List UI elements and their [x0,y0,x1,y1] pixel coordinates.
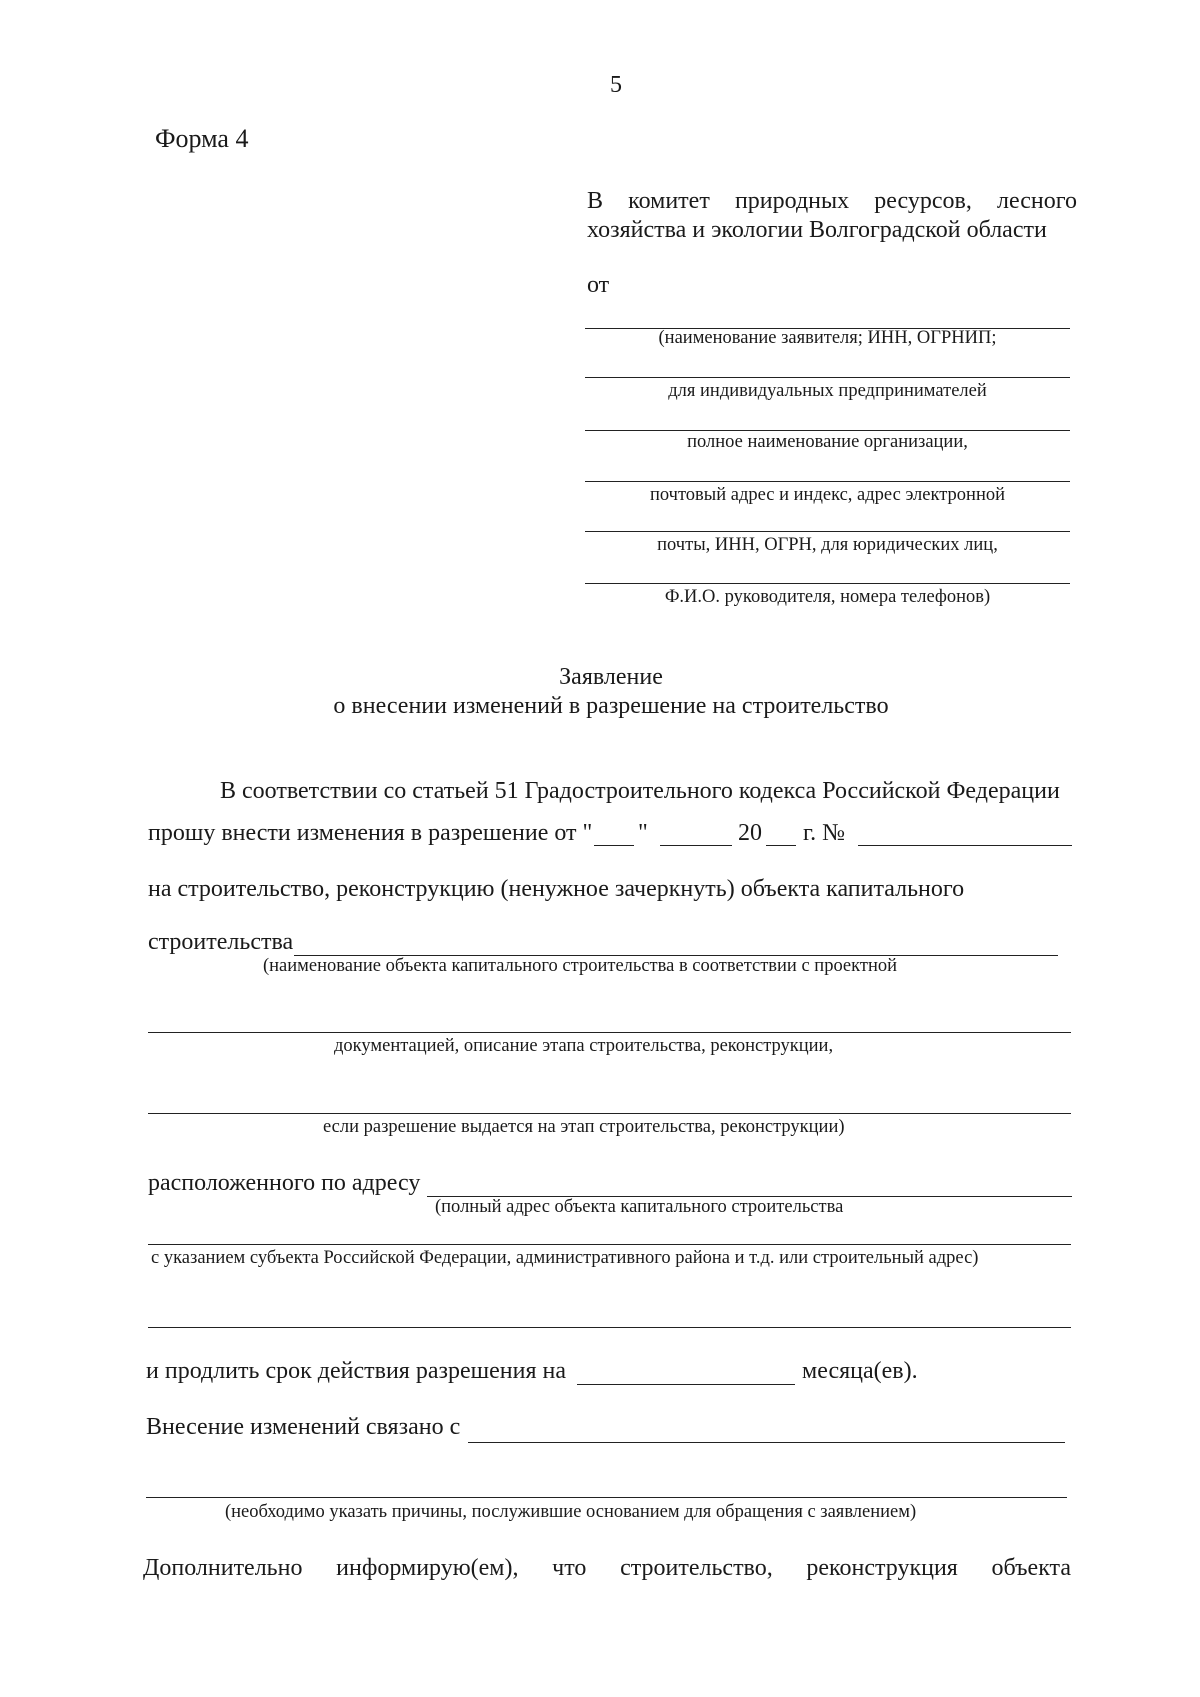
addressee-line-2: хозяйства и экологии Волгоградской области [587,217,1047,243]
day-field[interactable] [594,845,634,846]
addressee-word: природных [734,188,850,214]
address-line-2[interactable] [148,1244,1071,1245]
construction-label: строительства [148,929,294,955]
extend-prefix: и продлить срок действия разрешения на [146,1358,566,1384]
month-field[interactable] [660,845,732,846]
applicant-caption-6: Ф.И.О. руководителя, номера телефонов) [664,587,991,607]
document-title: Заявление [559,664,663,690]
addressee-word: В [587,188,604,214]
addressee-word: ресурсов, [874,188,972,214]
object-name-line-2[interactable] [148,1032,1071,1033]
address-label: расположенного по адресу [148,1170,421,1196]
request-year: 20 [738,820,762,846]
intro-text: В соответствии со статьей 51 Градостроительного кодекса Российской Федерации [220,778,1060,804]
object-name-line-3[interactable] [148,1113,1071,1114]
applicant-line-4[interactable] [585,481,1070,482]
object-caption-2: документацией, описание этапа строительства, реконструкции, [334,1036,834,1056]
addressee-line-1 [587,188,1077,215]
extend-months-field[interactable] [577,1384,795,1385]
applicant-caption-4: почтовый адрес и индекс, адрес электронной [649,485,1005,505]
final-word: что [552,1555,587,1581]
object-caption-1: (наименование объекта капитального строительства в соответствии с проектной [263,956,898,976]
address-line-3[interactable] [148,1327,1071,1328]
final-word: Дополнительно [143,1555,303,1581]
page-number: 5 [610,72,622,98]
applicant-line-6[interactable] [585,583,1070,584]
form-label: Форма 4 [155,124,249,153]
final-line [143,1555,1071,1582]
addressee-word: комитет [628,188,710,214]
request-number-label: г. № [803,820,846,846]
object-caption-3: если разрешение выдается на этап строительства, реконструкции) [323,1117,845,1137]
applicant-caption-2: для индивидуальных предпринимателей [668,381,987,401]
final-word: реконструкция [806,1555,958,1581]
final-word: информирую(ем), [336,1555,519,1581]
request-prefix: прошу внести изменения в разрешение от " [148,820,593,846]
applicant-caption-1: (наименование заявителя; ИНН, ОГРНИП; [658,328,997,348]
applicant-line-2[interactable] [585,377,1070,378]
address-caption-1: (полный адрес объекта капитального строительства [435,1197,844,1217]
year-field[interactable] [766,845,796,846]
final-word: объекта [991,1555,1071,1581]
construction-line: на строительство, реконструкцию (ненужное зачеркнуть) объекта капитального [148,876,965,902]
reason-line-1[interactable] [468,1442,1065,1443]
final-word: строительство, [620,1555,773,1581]
permit-number-field[interactable] [858,845,1072,846]
applicant-caption-5: почты, ИНН, ОГРН, для юридических лиц, [657,535,998,555]
document-subtitle: о внесении изменений в разрешение на строительство [333,693,889,719]
from-label: от [587,272,610,298]
applicant-line-5[interactable] [585,531,1070,532]
extend-suffix: месяца(ев). [802,1358,918,1384]
reason-line-2[interactable] [146,1497,1067,1498]
request-quote-close: " [638,820,648,846]
applicant-line-3[interactable] [585,430,1070,431]
reason-label: Внесение изменений связано с [146,1414,461,1440]
reason-caption: (необходимо указать причины, послужившие основанием для обращения с заявлением) [225,1502,917,1522]
addressee-word: лесного [997,188,1077,214]
address-caption-2: с указанием субъекта Российской Федерации, административного района и т.д. или строительный адрес) [151,1248,979,1268]
applicant-caption-3: полное наименование организации, [687,432,968,452]
